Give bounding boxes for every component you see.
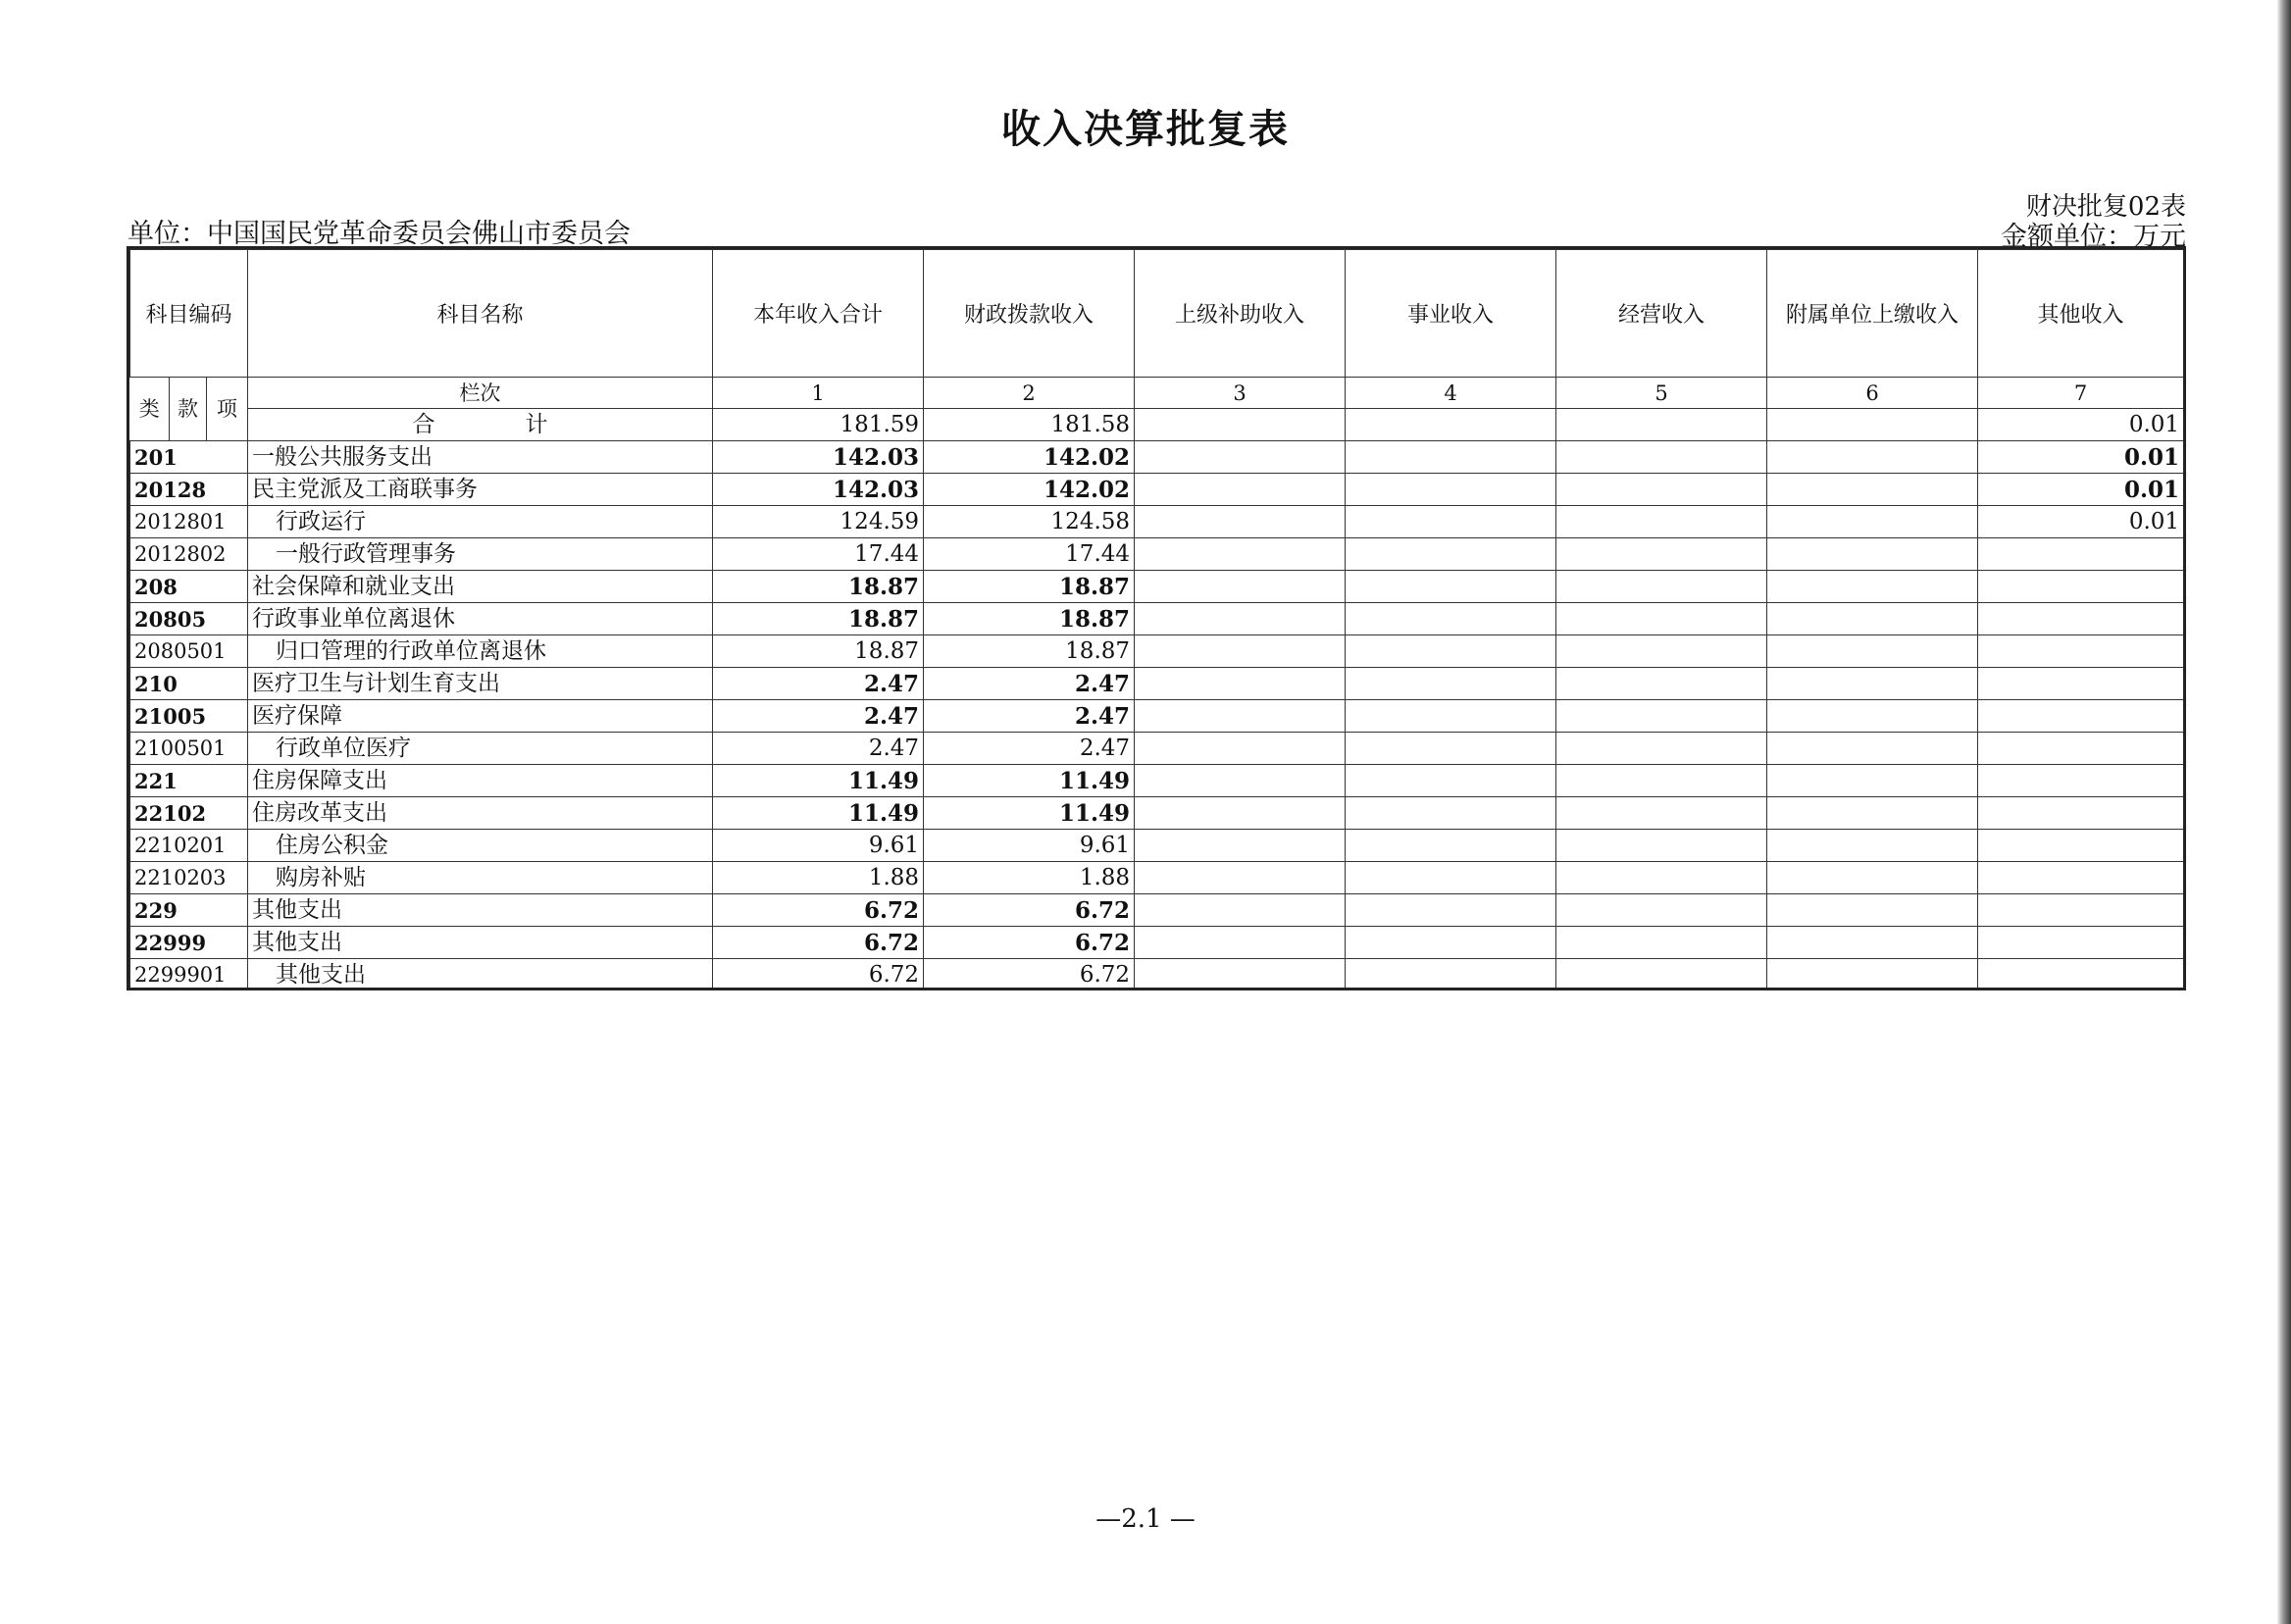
row-value-2: 11.49 [924, 797, 1135, 830]
row-value-4 [1346, 927, 1556, 959]
row-value-5 [1556, 765, 1767, 797]
row-value-7 [1978, 765, 2184, 797]
row-value-2: 2.47 [924, 700, 1135, 733]
total-value-2: 181.58 [924, 409, 1135, 441]
row-value-6 [1767, 635, 1978, 668]
total-value-5 [1556, 409, 1767, 441]
row-value-4 [1346, 862, 1556, 894]
row-code: 2012802 [130, 538, 248, 571]
row-code: 229 [130, 894, 248, 927]
header-col-5: 经营收入 [1556, 250, 1767, 378]
row-value-2: 17.44 [924, 538, 1135, 571]
row-value-7 [1978, 538, 2184, 571]
row-value-4 [1346, 959, 1556, 991]
table-row [130, 441, 2184, 474]
row-value-3 [1135, 830, 1346, 862]
index-number-6: 6 [1767, 378, 1978, 409]
row-value-2: 142.02 [924, 474, 1135, 506]
row-value-5 [1556, 603, 1767, 635]
row-value-2: 9.61 [924, 830, 1135, 862]
row-value-2: 18.87 [924, 603, 1135, 635]
row-value-2: 18.87 [924, 571, 1135, 603]
row-code: 201 [130, 441, 248, 474]
sub-header-lei: 类 [130, 378, 170, 441]
index-row [130, 378, 2184, 409]
row-value-6 [1767, 927, 1978, 959]
row-value-3 [1135, 635, 1346, 668]
money-unit: 金额单位：万元 [2001, 222, 2186, 252]
row-value-3 [1135, 959, 1346, 991]
row-value-5 [1556, 506, 1767, 538]
header-code: 科目编码 [130, 250, 248, 378]
row-name: 行政事业单位离退休 [248, 603, 713, 635]
row-value-5 [1556, 538, 1767, 571]
row-name: 医疗卫生与计划生育支出 [248, 668, 713, 700]
table-row [130, 765, 2184, 797]
row-value-3 [1135, 441, 1346, 474]
row-value-7 [1978, 603, 2184, 635]
row-name: 购房补贴 [248, 862, 713, 894]
index-number-7: 7 [1978, 378, 2184, 409]
header-col-7: 其他收入 [1978, 250, 2184, 378]
total-row [130, 409, 2184, 441]
scan-edge-shadow [2277, 0, 2291, 1624]
row-value-6 [1767, 894, 1978, 927]
page-title: 收入决算批复表 [1001, 107, 1290, 152]
row-value-6 [1767, 733, 1978, 765]
row-value-2: 6.72 [924, 927, 1135, 959]
index-label: 栏次 [248, 378, 713, 409]
row-name: 一般行政管理事务 [248, 538, 713, 571]
table-row [130, 700, 2184, 733]
form-number: 财决批复02表 [2025, 192, 2186, 222]
row-value-5 [1556, 668, 1767, 700]
total-value-7: 0.01 [1978, 409, 2184, 441]
row-code: 2299901 [130, 959, 248, 991]
row-value-5 [1556, 830, 1767, 862]
row-value-6 [1767, 571, 1978, 603]
total-value-3 [1135, 409, 1346, 441]
row-code: 2210201 [130, 830, 248, 862]
row-value-4 [1346, 894, 1556, 927]
table-body [130, 441, 2184, 991]
row-value-7 [1978, 733, 2184, 765]
row-value-2: 11.49 [924, 765, 1135, 797]
row-value-2: 1.88 [924, 862, 1135, 894]
row-value-1: 2.47 [713, 733, 924, 765]
row-value-6 [1767, 862, 1978, 894]
row-value-5 [1556, 571, 1767, 603]
row-value-4 [1346, 830, 1556, 862]
row-value-6 [1767, 797, 1978, 830]
row-value-7 [1978, 635, 2184, 668]
row-value-6 [1767, 668, 1978, 700]
row-value-7 [1978, 700, 2184, 733]
total-label: 合 计 [248, 409, 713, 441]
row-code: 22999 [130, 927, 248, 959]
row-value-1: 11.49 [713, 797, 924, 830]
table-row [130, 797, 2184, 830]
row-value-5 [1556, 894, 1767, 927]
header-col-3: 上级补助收入 [1135, 250, 1346, 378]
row-value-5 [1556, 959, 1767, 991]
row-value-2: 142.02 [924, 441, 1135, 474]
row-value-1: 124.59 [713, 506, 924, 538]
header-col-1: 本年收入合计 [713, 250, 924, 378]
row-value-3 [1135, 797, 1346, 830]
header-row [130, 250, 2184, 378]
header-col-4: 事业收入 [1346, 250, 1556, 378]
unit-label: 单位：中国国民党革命委员会佛山市委员会 [127, 219, 631, 249]
table-row [130, 474, 2184, 506]
row-value-5 [1556, 441, 1767, 474]
row-name: 行政单位医疗 [248, 733, 713, 765]
row-value-3 [1135, 862, 1346, 894]
row-value-2: 18.87 [924, 635, 1135, 668]
row-value-6 [1767, 603, 1978, 635]
row-value-6 [1767, 538, 1978, 571]
row-value-1: 18.87 [713, 571, 924, 603]
table-row [130, 571, 2184, 603]
row-value-3 [1135, 603, 1346, 635]
row-value-3 [1135, 927, 1346, 959]
row-value-7 [1978, 862, 2184, 894]
row-value-3 [1135, 668, 1346, 700]
row-value-2: 2.47 [924, 668, 1135, 700]
row-name: 住房保障支出 [248, 765, 713, 797]
row-code: 20128 [130, 474, 248, 506]
row-name: 一般公共服务支出 [248, 441, 713, 474]
row-code: 221 [130, 765, 248, 797]
row-value-4 [1346, 765, 1556, 797]
row-value-4 [1346, 538, 1556, 571]
row-value-7 [1978, 959, 2184, 991]
row-value-7: 0.01 [1978, 441, 2184, 474]
income-table [129, 249, 2184, 990]
total-value-6 [1767, 409, 1978, 441]
row-value-3 [1135, 894, 1346, 927]
table-row [130, 894, 2184, 927]
row-value-4 [1346, 603, 1556, 635]
row-value-4 [1346, 474, 1556, 506]
row-value-4 [1346, 441, 1556, 474]
row-name: 行政运行 [248, 506, 713, 538]
row-name: 其他支出 [248, 959, 713, 991]
page-number: —2.1 — [1095, 1504, 1196, 1534]
row-value-2: 6.72 [924, 959, 1135, 991]
table-row [130, 959, 2184, 991]
header-col-6: 附属单位上缴收入 [1767, 250, 1978, 378]
row-value-1: 11.49 [713, 765, 924, 797]
row-value-4 [1346, 506, 1556, 538]
row-value-4 [1346, 668, 1556, 700]
table-row [130, 506, 2184, 538]
row-value-1: 17.44 [713, 538, 924, 571]
row-code: 2080501 [130, 635, 248, 668]
total-value-1: 181.59 [713, 409, 924, 441]
row-code: 208 [130, 571, 248, 603]
row-value-5 [1556, 733, 1767, 765]
row-value-7 [1978, 927, 2184, 959]
row-value-7 [1978, 571, 2184, 603]
row-value-2: 2.47 [924, 733, 1135, 765]
row-value-7 [1978, 797, 2184, 830]
row-value-3 [1135, 506, 1346, 538]
row-value-1: 2.47 [713, 668, 924, 700]
row-value-5 [1556, 797, 1767, 830]
row-value-5 [1556, 862, 1767, 894]
row-value-6 [1767, 506, 1978, 538]
row-name: 住房改革支出 [248, 797, 713, 830]
index-number-3: 3 [1135, 378, 1346, 409]
row-value-3 [1135, 474, 1346, 506]
row-value-5 [1556, 927, 1767, 959]
row-code: 2100501 [130, 733, 248, 765]
row-value-1: 18.87 [713, 603, 924, 635]
row-name: 其他支出 [248, 927, 713, 959]
row-code: 20805 [130, 603, 248, 635]
row-value-1: 6.72 [713, 959, 924, 991]
row-value-3 [1135, 571, 1346, 603]
row-value-4 [1346, 733, 1556, 765]
row-code: 2210203 [130, 862, 248, 894]
row-name: 住房公积金 [248, 830, 713, 862]
row-value-7: 0.01 [1978, 474, 2184, 506]
sub-header-xiang: 项 [207, 378, 248, 441]
row-value-5 [1556, 700, 1767, 733]
row-value-7 [1978, 668, 2184, 700]
row-value-5 [1556, 635, 1767, 668]
row-value-7 [1978, 830, 2184, 862]
row-value-1: 142.03 [713, 474, 924, 506]
row-value-3 [1135, 700, 1346, 733]
sub-header-kuan: 款 [170, 378, 207, 441]
row-value-3 [1135, 538, 1346, 571]
table-row [130, 830, 2184, 862]
table-row [130, 927, 2184, 959]
table-row [130, 538, 2184, 571]
header-col-2: 财政拨款收入 [924, 250, 1135, 378]
row-value-6 [1767, 700, 1978, 733]
table-row [130, 603, 2184, 635]
row-code: 22102 [130, 797, 248, 830]
row-value-4 [1346, 571, 1556, 603]
row-value-6 [1767, 441, 1978, 474]
index-number-2: 2 [924, 378, 1135, 409]
row-value-2: 124.58 [924, 506, 1135, 538]
row-value-3 [1135, 765, 1346, 797]
row-value-7 [1978, 894, 2184, 927]
table-row [130, 635, 2184, 668]
row-code: 210 [130, 668, 248, 700]
row-code: 21005 [130, 700, 248, 733]
row-value-6 [1767, 765, 1978, 797]
row-value-1: 6.72 [713, 894, 924, 927]
row-name: 社会保障和就业支出 [248, 571, 713, 603]
table-row [130, 733, 2184, 765]
row-value-1: 9.61 [713, 830, 924, 862]
table-row [130, 668, 2184, 700]
row-code: 2012801 [130, 506, 248, 538]
row-name: 归口管理的行政单位离退休 [248, 635, 713, 668]
row-value-5 [1556, 474, 1767, 506]
index-number-5: 5 [1556, 378, 1767, 409]
row-value-1: 18.87 [713, 635, 924, 668]
row-value-1: 1.88 [713, 862, 924, 894]
row-value-6 [1767, 959, 1978, 991]
row-value-4 [1346, 700, 1556, 733]
index-number-4: 4 [1346, 378, 1556, 409]
row-name: 医疗保障 [248, 700, 713, 733]
income-table-frame [127, 246, 2186, 990]
row-value-1: 2.47 [713, 700, 924, 733]
row-value-6 [1767, 474, 1978, 506]
row-name: 民主党派及工商联事务 [248, 474, 713, 506]
table-row [130, 862, 2184, 894]
row-name: 其他支出 [248, 894, 713, 927]
total-value-4 [1346, 409, 1556, 441]
row-value-4 [1346, 797, 1556, 830]
row-value-4 [1346, 635, 1556, 668]
row-value-2: 6.72 [924, 894, 1135, 927]
row-value-6 [1767, 830, 1978, 862]
row-value-3 [1135, 733, 1346, 765]
row-value-7: 0.01 [1978, 506, 2184, 538]
row-value-1: 142.03 [713, 441, 924, 474]
header-name: 科目名称 [248, 250, 713, 378]
row-value-1: 6.72 [713, 927, 924, 959]
index-number-1: 1 [713, 378, 924, 409]
